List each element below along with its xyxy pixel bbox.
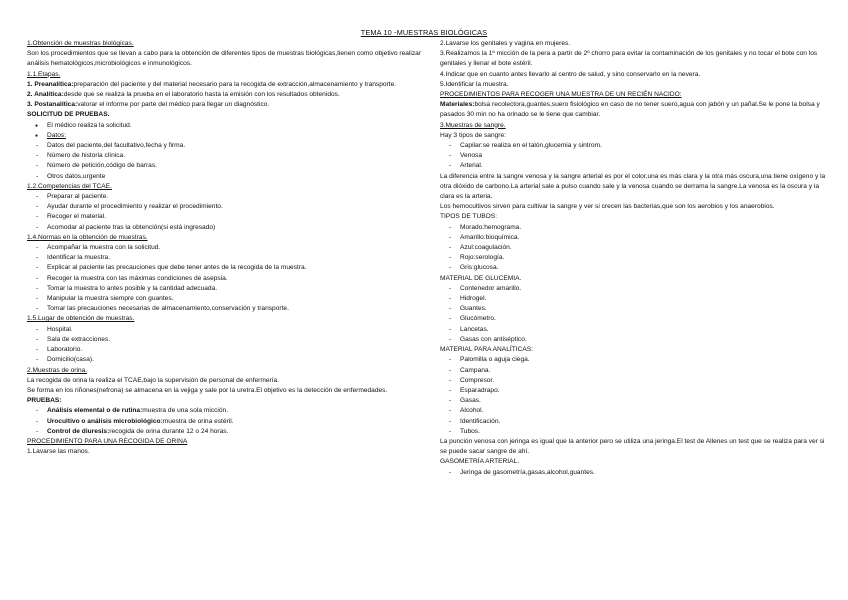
list-item: - Gasas con antiséptico. [440,335,826,345]
term-text: recogida de orina durante 12 o 24 horas. [109,427,229,435]
list-item: - Amarillo:bioquímica. [440,233,826,243]
section-heading: PROCEDIMIENTO PARA UNA RECOGIDA DE ORINA [27,437,188,445]
section-heading: 1.4.Normas en la obtención de muestras. [27,233,148,241]
list-item: - Arterial. [440,161,826,171]
list-item: - Recoger la muestra con las máximas condiciones de asepsia. [27,274,423,284]
term-label: 3. Postanalítica: [27,101,78,109]
section-heading: 1.Obtención de muestras biológicas. [27,40,134,47]
section-heading: 3.Muestras de sangre. [440,121,506,129]
list-item: - Tubos. [440,427,826,437]
list-item: - Preparar al paciente. [27,192,423,202]
term-text: muestra de una sola micción. [142,407,229,415]
paragraph: 3.Realizamos la 1º micción de la pera a partir de 2º chorro para evitar la contaminación de los genitales y no tocar el bote con los genitales y llenar el bote estéril. [440,50,818,68]
list-item: - Palomilla o aguja ciega. [440,355,826,365]
paragraph: MATERIAL DE GLUCEMIA. [440,274,522,282]
document-title: TEMA 10 -MUESTRAS BIOLÓGICAS [360,28,488,37]
term-label: Materiales: [440,101,475,109]
list-item: - Otros datos,urgente [27,172,423,182]
section-heading: PROCEDIMIENTOS PARA RECOGER UNA MUESTRA DE UN RECIÉN NACIDO: [440,91,682,99]
paragraph: 2.Lavarse los genitales y vagina en mujeres. [440,40,571,47]
subheading: SOLICITUD DE PRUEBAS. [27,111,110,119]
term-text: preparación del paciente y del material necesario para la recogida de extracción,almacenamiento y transporte. [73,80,397,88]
term-text: valorar el informe por parte del médico para llegar un diagnóstico. [77,101,270,109]
list-item: - Azul:coagulación. [440,243,826,253]
paragraph: La punción venosa con jeringa es igual que la anterior pero se utiliza una jeringa.El test de Allenes un test que se realiza para ver si se puede sacar sangre de ahí. [440,437,825,456]
paragraph: La recogida de orina la realiza el TCAE,bajo la supervisión de personal de enfermería. [27,376,280,384]
term-label: 1. Preanalítica: [27,80,74,88]
list-item: - Jeringa de gasometría,gasas,alcohol,guantes. [440,468,826,478]
term-label: Urocultivo o análisis microbiológico: [47,417,163,425]
labeled-paragraph [27,80,423,90]
labeled-paragraph [27,100,423,110]
left-column [27,39,423,457]
list-item: - Gasas. [440,396,826,406]
list-item: - Número de petición,código de barras. [27,161,423,171]
list-item: - Ayudar durante el procedimiento y realizar el procedimiento. [27,202,423,212]
labeled-list-item [27,406,423,416]
paragraph: GASOMETRÍA ARTERIAL. [440,458,520,466]
list-item: - Gris:glucosa. [440,263,826,273]
section-heading: 2.Muestras de orina. [27,366,88,374]
paragraph: 1.Lavarse las manos. [27,448,90,456]
list-item: - Número de historia clínica. [27,151,423,161]
list-item: - Acomodar al paciente tras la obtención(si está ingresado) [27,223,423,233]
labeled-paragraph [27,90,423,100]
section-heading: 1.5.Lugar de obtención de muestras. [27,315,135,323]
labeled-paragraph [440,100,826,120]
right-column [440,39,826,478]
labeled-list-item [27,417,423,427]
list-item: - Capilar:se realiza en el talón,glucemia y sintrom. [440,141,826,151]
term-label: Análisis elemental o de rutina: [47,407,143,415]
paragraph: MATERIAL PARA ANALÍTICAS: [440,346,533,354]
list-item: - Sala de extracciones. [27,335,423,345]
list-item: - Compresor. [440,376,826,386]
list-item: - Esparadrapo. [440,386,826,396]
term-text: desde que se realiza la prueba en el laboratorio hasta la emisión con los resultados obtenidos. [63,91,340,99]
term-label: 2. Analítica: [27,91,64,99]
list-item: - Explicar al paciente las precauciones que debe tener antes de la recogida de la muestra. [27,263,423,273]
paragraph: 5.Identificar la muestra. [440,80,509,88]
labeled-list-item [27,427,423,437]
paragraph: TIPOS DE TUBOS: [440,213,498,221]
list-item: - Domicilio(casa). [27,355,423,365]
paragraph: Hay 3 tipos de sangre: [440,131,506,139]
list-item: - Identificación. [440,417,826,427]
list-item: - Hospital. [27,325,423,335]
term-label: Control de diuresis: [47,427,110,435]
list-item: - Venosa [440,151,826,161]
bullet-item: ● El médico realiza la solicitud. [27,121,423,131]
list-item: - Identificar la muestra. [27,253,423,263]
list-item: - Datos del paciente,del facultativo,fecha y firma. [27,141,423,151]
list-item: - Contenedor amarillo. [440,284,826,294]
section-heading: 1.1.Etapas. [27,70,61,78]
paragraph: 4.Indicar que en cuanto antes llevarlo al centro de salud, y sino conservarlo en la nevera. [440,70,701,78]
subheading: PRUEBAS: [27,397,62,405]
list-item: - Laboratorio. [27,345,423,355]
paragraph: Son los procedimientos que se llevan a cabo para la obtención de diferentes tipos de muestras biológicas,tienen como objetivo realizar análisis hematológicos,microbiológicos e inmunológicos. [27,50,422,68]
list-item: - Glucómetro. [440,314,826,324]
paragraph: La diferencia entre la sangre venosa y la sangre arterial es por el color,una es más clara y la otra más oscura,una tiene oxígeno y la otra dióxido de carbono.La arterial sale a pulso cuando sale y la venosa cuando se derrama la sangre.La venosa es la oscura y la clara es la arteria. [440,172,826,201]
list-item: - Hidrogel. [440,294,826,304]
term-text: bolsa recolectora,guantes,suero fisiológico en caso de no tener suero,agua con jabón y un pañal.Se le pone la bolsa y pasados 30 min no ha orinado se le tiene que cambiar. [440,101,820,119]
list-item: - Tomar la muestra lo antes posible y la cantidad adecuada. [27,284,423,294]
list-item: - Campana. [440,366,826,376]
list-item: - Manipular la muestra siempre con guantes. [27,294,423,304]
term-text: muestra de orina estéril. [162,417,234,425]
list-item: - Alcohol. [440,406,826,416]
list-item: - Tomar las precauciones necesarias de almacenamiento,conservación y transporte. [27,304,423,314]
list-item: - Rojo:serología. [440,253,826,263]
list-item: - Lancetas. [440,325,826,335]
list-item: - Morado:hemograma. [440,223,826,233]
list-item: - Recoger el material. [27,212,423,222]
list-item: - Acompañar la muestra con la solicitud. [27,243,423,253]
section-heading: 1.2.Competencias del TCAE. [27,182,112,190]
bullet-label: Datos: [47,131,67,139]
paragraph: Los hemocultivos sirven para cultivar la sangre y ver si crecen las bacterias,que son los aerobios y los anaerobios. [440,203,775,211]
paragraph: Se forma en los riñones(nefrona) se almacena en la vejiga y sale por la uretra.El objetivo es la detección de enfermedades. [27,386,388,394]
list-item: - Guantes. [440,304,826,314]
bullet-item [27,131,423,141]
